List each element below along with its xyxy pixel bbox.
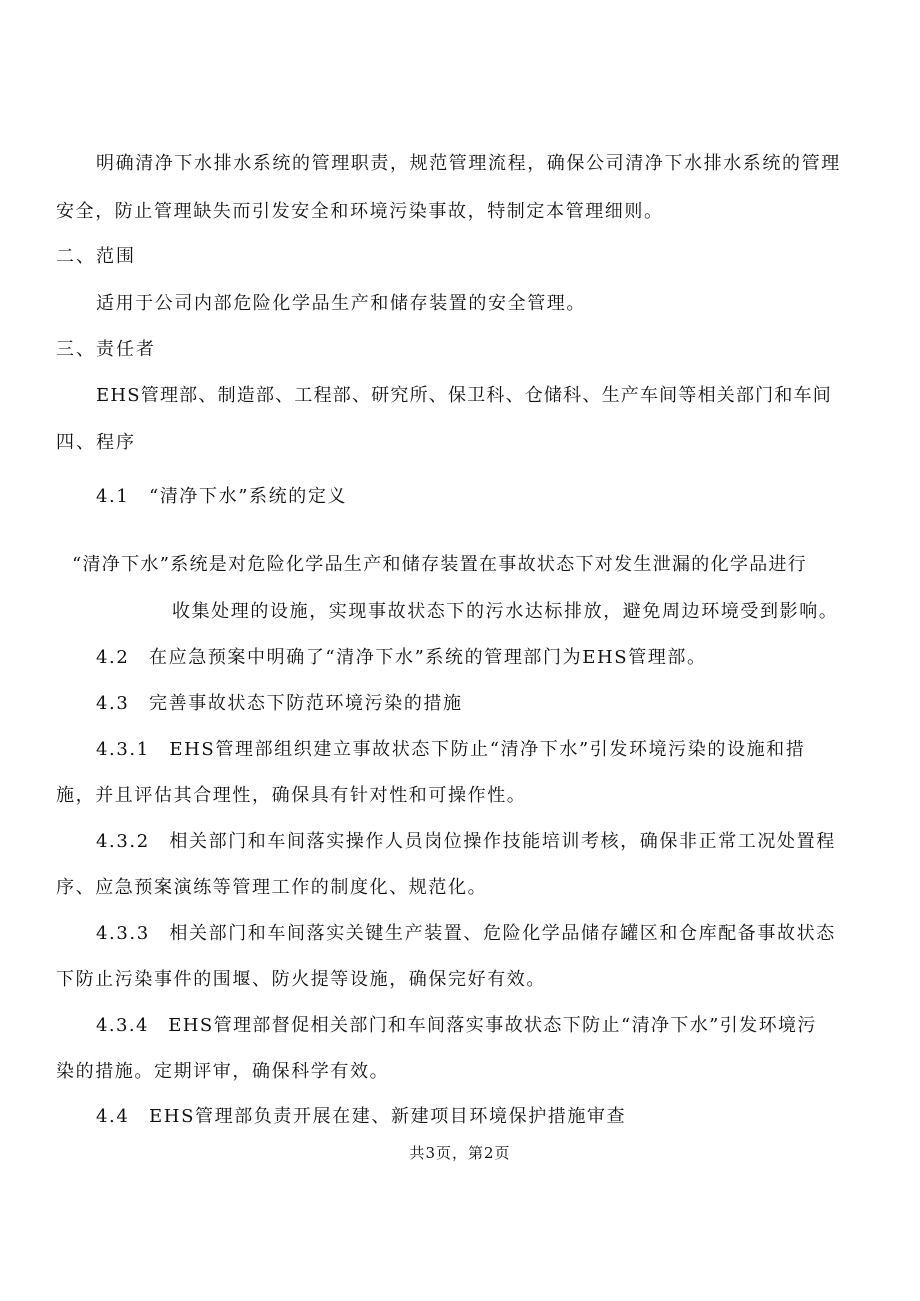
item-4-1-body-line-1: “清净下水”系统是对危险化学品生产和储存装置在事故状态下对发生泄漏的化学品进行 [72,554,808,575]
item-4-1-heading: 4.1 “清净下水”系统的定义 [96,486,348,507]
item-4-3-1-line-1: 4.3.1 EHS管理部组织建立事故状态下防止“清净下水”引发环境污染的设施和措 [96,739,806,760]
section-4-heading: 四、程序 [56,432,136,453]
item-4-3-3-line-1: 4.3.3 相关部门和车间落实关键生产装置、危险化学品储存罐区和仓库配备事故状态 [96,923,836,944]
item-4-3-4-line-2: 染的措施。定期评审，确保科学有效。 [56,1061,390,1082]
section-3-body: EHS管理部、制造部、工程部、研究所、保卫科、仓储科、生产车间等相关部门和车间 [96,385,832,406]
item-4-3-2-line-1: 4.3.2 相关部门和车间落实操作人员岗位操作技能培训考核，确保非正常工况处置程 [96,831,836,852]
page-footer: 共3页，第2页 [409,1144,511,1162]
purpose-paragraph-line-1: 明确清净下水排水系统的管理职责，规范管理流程，确保公司清净下水排水系统的管理 [96,153,841,174]
item-4-4: 4.4 EHS管理部负责开展在建、新建项目环境保护措施审查 [96,1106,627,1127]
section-3-heading: 三、责任者 [56,339,156,360]
item-4-2: 4.2 在应急预案中明确了“清净下水”系统的管理部门为EHS管理部。 [96,647,707,668]
section-2-body: 适用于公司内部危险化学品生产和储存装置的安全管理。 [96,293,586,314]
item-4-3-heading: 4.3 完善事故状态下防范环境污染的措施 [96,693,463,714]
item-4-3-4-line-1: 4.3.4 EHS管理部督促相关部门和车间落实事故状态下防止“清净下水”引发环境污 [96,1015,817,1036]
item-4-1-body-line-2: 收集处理的设施，实现事故状态下的污水达标排放，避免周边环境受到影响。 [172,601,839,622]
item-4-3-2-line-2: 序、应急预案演练等管理工作的制度化、规范化。 [56,877,488,898]
item-4-3-1-line-2: 施，并且评估其合理性，确保具有针对性和可操作性。 [56,785,527,806]
purpose-paragraph-line-2: 安全，防止管理缺失而引发安全和环境污染事故，特制定本管理细则。 [56,201,664,222]
section-2-heading: 二、范围 [56,246,136,267]
item-4-3-3-line-2: 下防止污染事件的围堰、防火提等设施，确保完好有效。 [56,969,546,990]
